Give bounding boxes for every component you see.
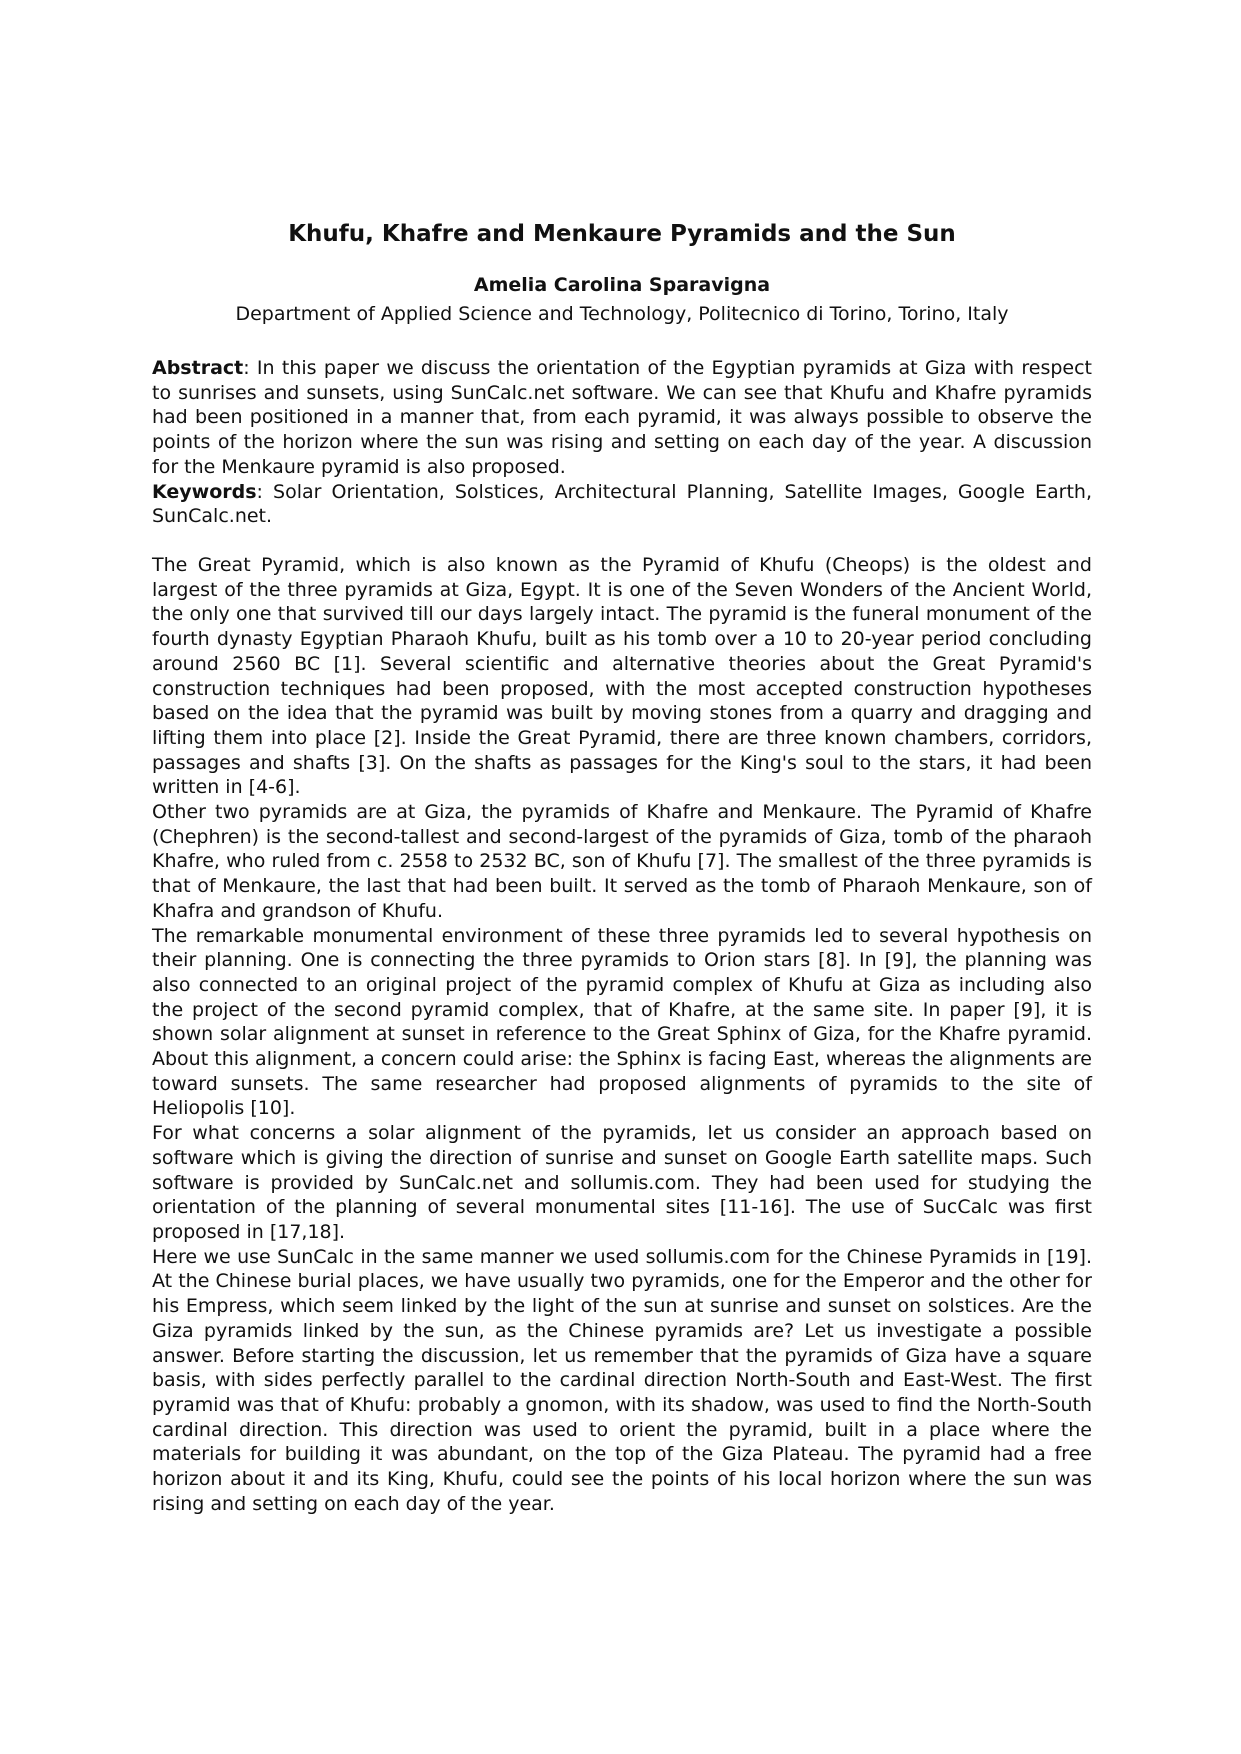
body-text [152,553,1092,1516]
keywords-label: Keywords [152,480,257,503]
body-paragraph: The remarkable monumental environment of these three pyramids led to several hypothesis on their planning. One is connecting the three pyramids to Orion stars [8]. In [9], the planning was also connected to an original project of the pyramid complex of Khufu at Giza as including also the project of the second pyramid complex, that of Khafre, at the same site. In paper [9], it is shown solar alignment at sunset in reference to the Great Sphinx of Giza, for the Khafre pyramid. About this alignment, a concern could arise: the Sphinx is facing East, whereas the alignments are toward sunsets. The same researcher had proposed alignments of pyramids to the site of Heliopolis [10]. [152,924,1092,1120]
body-paragraph: Other two pyramids are at Giza, the pyramids of Khafre and Menkaure. The Pyramid of Khafre (Chephren) is the second-tallest and second-largest of the pyramids of Giza, tomb of the pharaoh Khafre, who ruled from c. 2558 to 2532 BC, son of Khufu [7]. The smallest of the three pyramids is that of Menkaure, the last that had been built. It served as the tomb of Pharaoh Menkaure, son of Khafra and grandson of Khufu. [152,801,1092,922]
abstract-paragraph [152,356,1092,480]
paper-title: Khufu, Khafre and Menkaure Pyramids and the Sun [288,221,956,247]
body-paragraph: The Great Pyramid, which is also known as the Pyramid of Khufu (Cheops) is the oldest and largest of the three pyramids at Giza, Egypt. It is one of the Seven Wonders of the Ancient World, the only one that survived till our days largely intact. The pyramid is the funeral monument of the fourth dynasty Egyptian Pharaoh Khufu, built as his tomb over a 10 to 20-year period concluding around 2560 BC [1]. Several scientific and alternative theories about the Great Pyramid's construction techniques had been proposed, with the most accepted construction hypotheses based on the idea that the pyramid was built by moving stones from a quarry and dragging and lifting them into place [2]. Inside the Great Pyramid, there are three known chambers, corridors, passages and shafts [3]. On the shafts as passages for the King's soul to the stars, it had been written in [4-6]. [152,554,1092,799]
keywords-text: : Solar Orientation, Solstices, Architectural Planning, Satellite Images, Google Earth, SunCalc.net. [152,480,1092,528]
body-paragraph: For what concerns a solar alignment of the pyramids, let us consider an approach based on software which is giving the direction of sunrise and sunset on Google Earth satellite maps. Such software is provided by SunCalc.net and sollumis.com. They had been used for studying the orientation of the planning of several monumental sites [11-16]. The use of SucCalc was first proposed in [17,18]. [152,1122,1092,1243]
author-name: Amelia Carolina Sparavigna [473,274,771,296]
keywords-paragraph [152,480,1092,529]
abstract-label: Abstract [152,357,244,379]
abstract-section [152,356,1092,529]
author-affiliation: Department of Applied Science and Technology, Politecnico di Torino, Torino, Italy [235,303,1009,325]
abstract-text: : In this paper we discuss the orientation of the Egyptian pyramids at Giza with respect to sunrises and sunsets, using SunCalc.net software. We can see that Khufu and Khafre pyramids had been positioned in a manner that, from each pyramid, it was always possible to observe the points of the horizon where the sun was rising and setting on each day of the year. A discussion for the Menkaure pyramid is also proposed. [152,357,1092,478]
body-paragraph: Here we use SunCalc in the same manner we used sollumis.com for the Chinese Pyramids in [19]. At the Chinese burial places, we have usually two pyramids, one for the Emperor and the other for his Empress, which seem linked by the light of the sun at sunrise and sunset on solstices. Are the Giza pyramids linked by the sun, as the Chinese pyramids are? Let us investigate a possible answer. Before starting the discussion, let us remember that the pyramids of Giza have a square basis, with sides perfectly parallel to the cardinal direction North-South and East-West. The first pyramid was that of Khufu: probably a gnomon, with its shadow, was used to find the North-South cardinal direction. This direction was used to orient the pyramid, built in a place where the materials for building it was abundant, on the top of the Giza Plateau. The pyramid had a free horizon about it and its King, Khufu, could see the points of his local horizon where the sun was rising and setting on each day of the year. [152,1245,1092,1515]
